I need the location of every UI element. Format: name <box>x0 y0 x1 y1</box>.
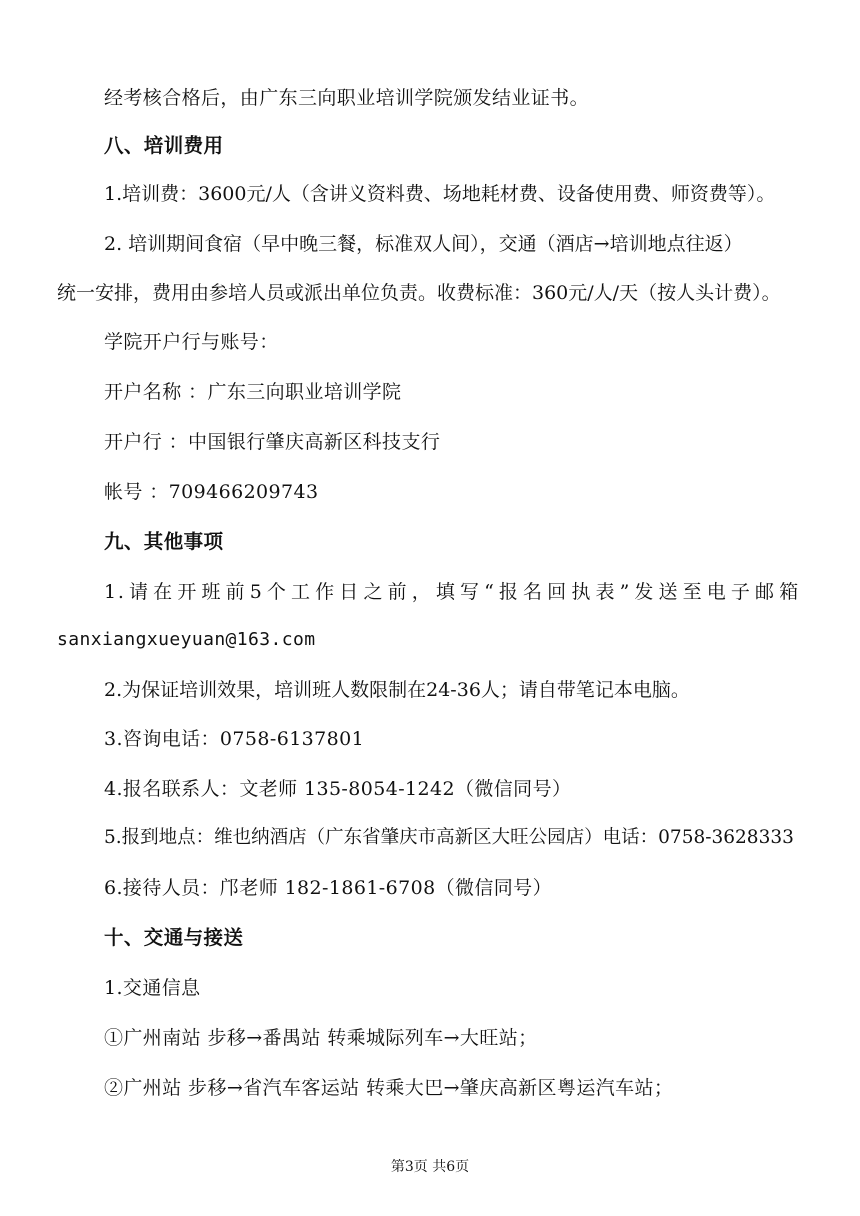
paragraph-other-register-line1: 1.请在开班前5个工作日之前，填写“报名回执表”发送至电子邮箱 <box>104 581 800 603</box>
paragraph-transport-info: 1.交通信息 <box>104 977 201 999</box>
paragraph-account-name: 开户名称 ：广东三向职业培训学院 <box>104 381 402 403</box>
paragraph-other-location: 5.报到地点：维也纳酒店（广东省肇庆市高新区大旺公园店）电话：0758-3628333 <box>104 827 794 848</box>
paragraph-bank-title: 学院开户行与账号： <box>104 331 279 353</box>
paragraph-fee-training: 1.培训费：3600元/人（含讲义资料费、场地耗材费、设备使用费、师资费等）。 <box>104 183 776 205</box>
section-heading-transport: 十、交通与接送 <box>104 926 244 949</box>
section-heading-fees: 八、培训费用 <box>104 134 224 157</box>
paragraph-account-number: 帐号 ：709466209743 <box>104 481 319 503</box>
paragraph-certificate: 经考核合格后，由广东三向职业培训学院颁发结业证书。 <box>104 87 590 109</box>
paragraph-transport-route-1: ①广州南站 步移→番禺站 转乘城际列车→大旺站； <box>104 1027 538 1049</box>
page-number-footer: 第3页 共6页 <box>390 1159 470 1175</box>
paragraph-bank-branch: 开户行 ：中国银行肇庆高新区科技支行 <box>104 431 441 453</box>
paragraph-other-phone: 3.咨询电话：0758-6137801 <box>104 728 365 750</box>
paragraph-fee-accommodation-line2: 统一安排，费用由参培人员或派出单位负责。收费标准：360元/人/天（按人头计费）。 <box>57 282 781 304</box>
paragraph-fee-accommodation-line1: 2. 培训期间食宿（早中晚三餐，标准双人间），交通（酒店→培训地点往返） <box>104 233 743 255</box>
section-heading-other: 九、其他事项 <box>104 530 224 553</box>
paragraph-transport-route-2: ②广州站 步移→省汽车客运站 转乘大巴→肇庆高新区粤运汽车站； <box>104 1077 674 1099</box>
email-address: sanxiangxueyuan@163.com <box>57 629 316 650</box>
paragraph-other-class-size: 2.为保证培训效果，培训班人数限制在24-36人；请自带笔记本电脑。 <box>104 679 690 701</box>
paragraph-other-contact: 4.报名联系人：文老师 135-8054-1242（微信同号） <box>104 778 572 800</box>
paragraph-other-reception: 6.接待人员：邝老师 182-1861-6708（微信同号） <box>104 877 552 899</box>
